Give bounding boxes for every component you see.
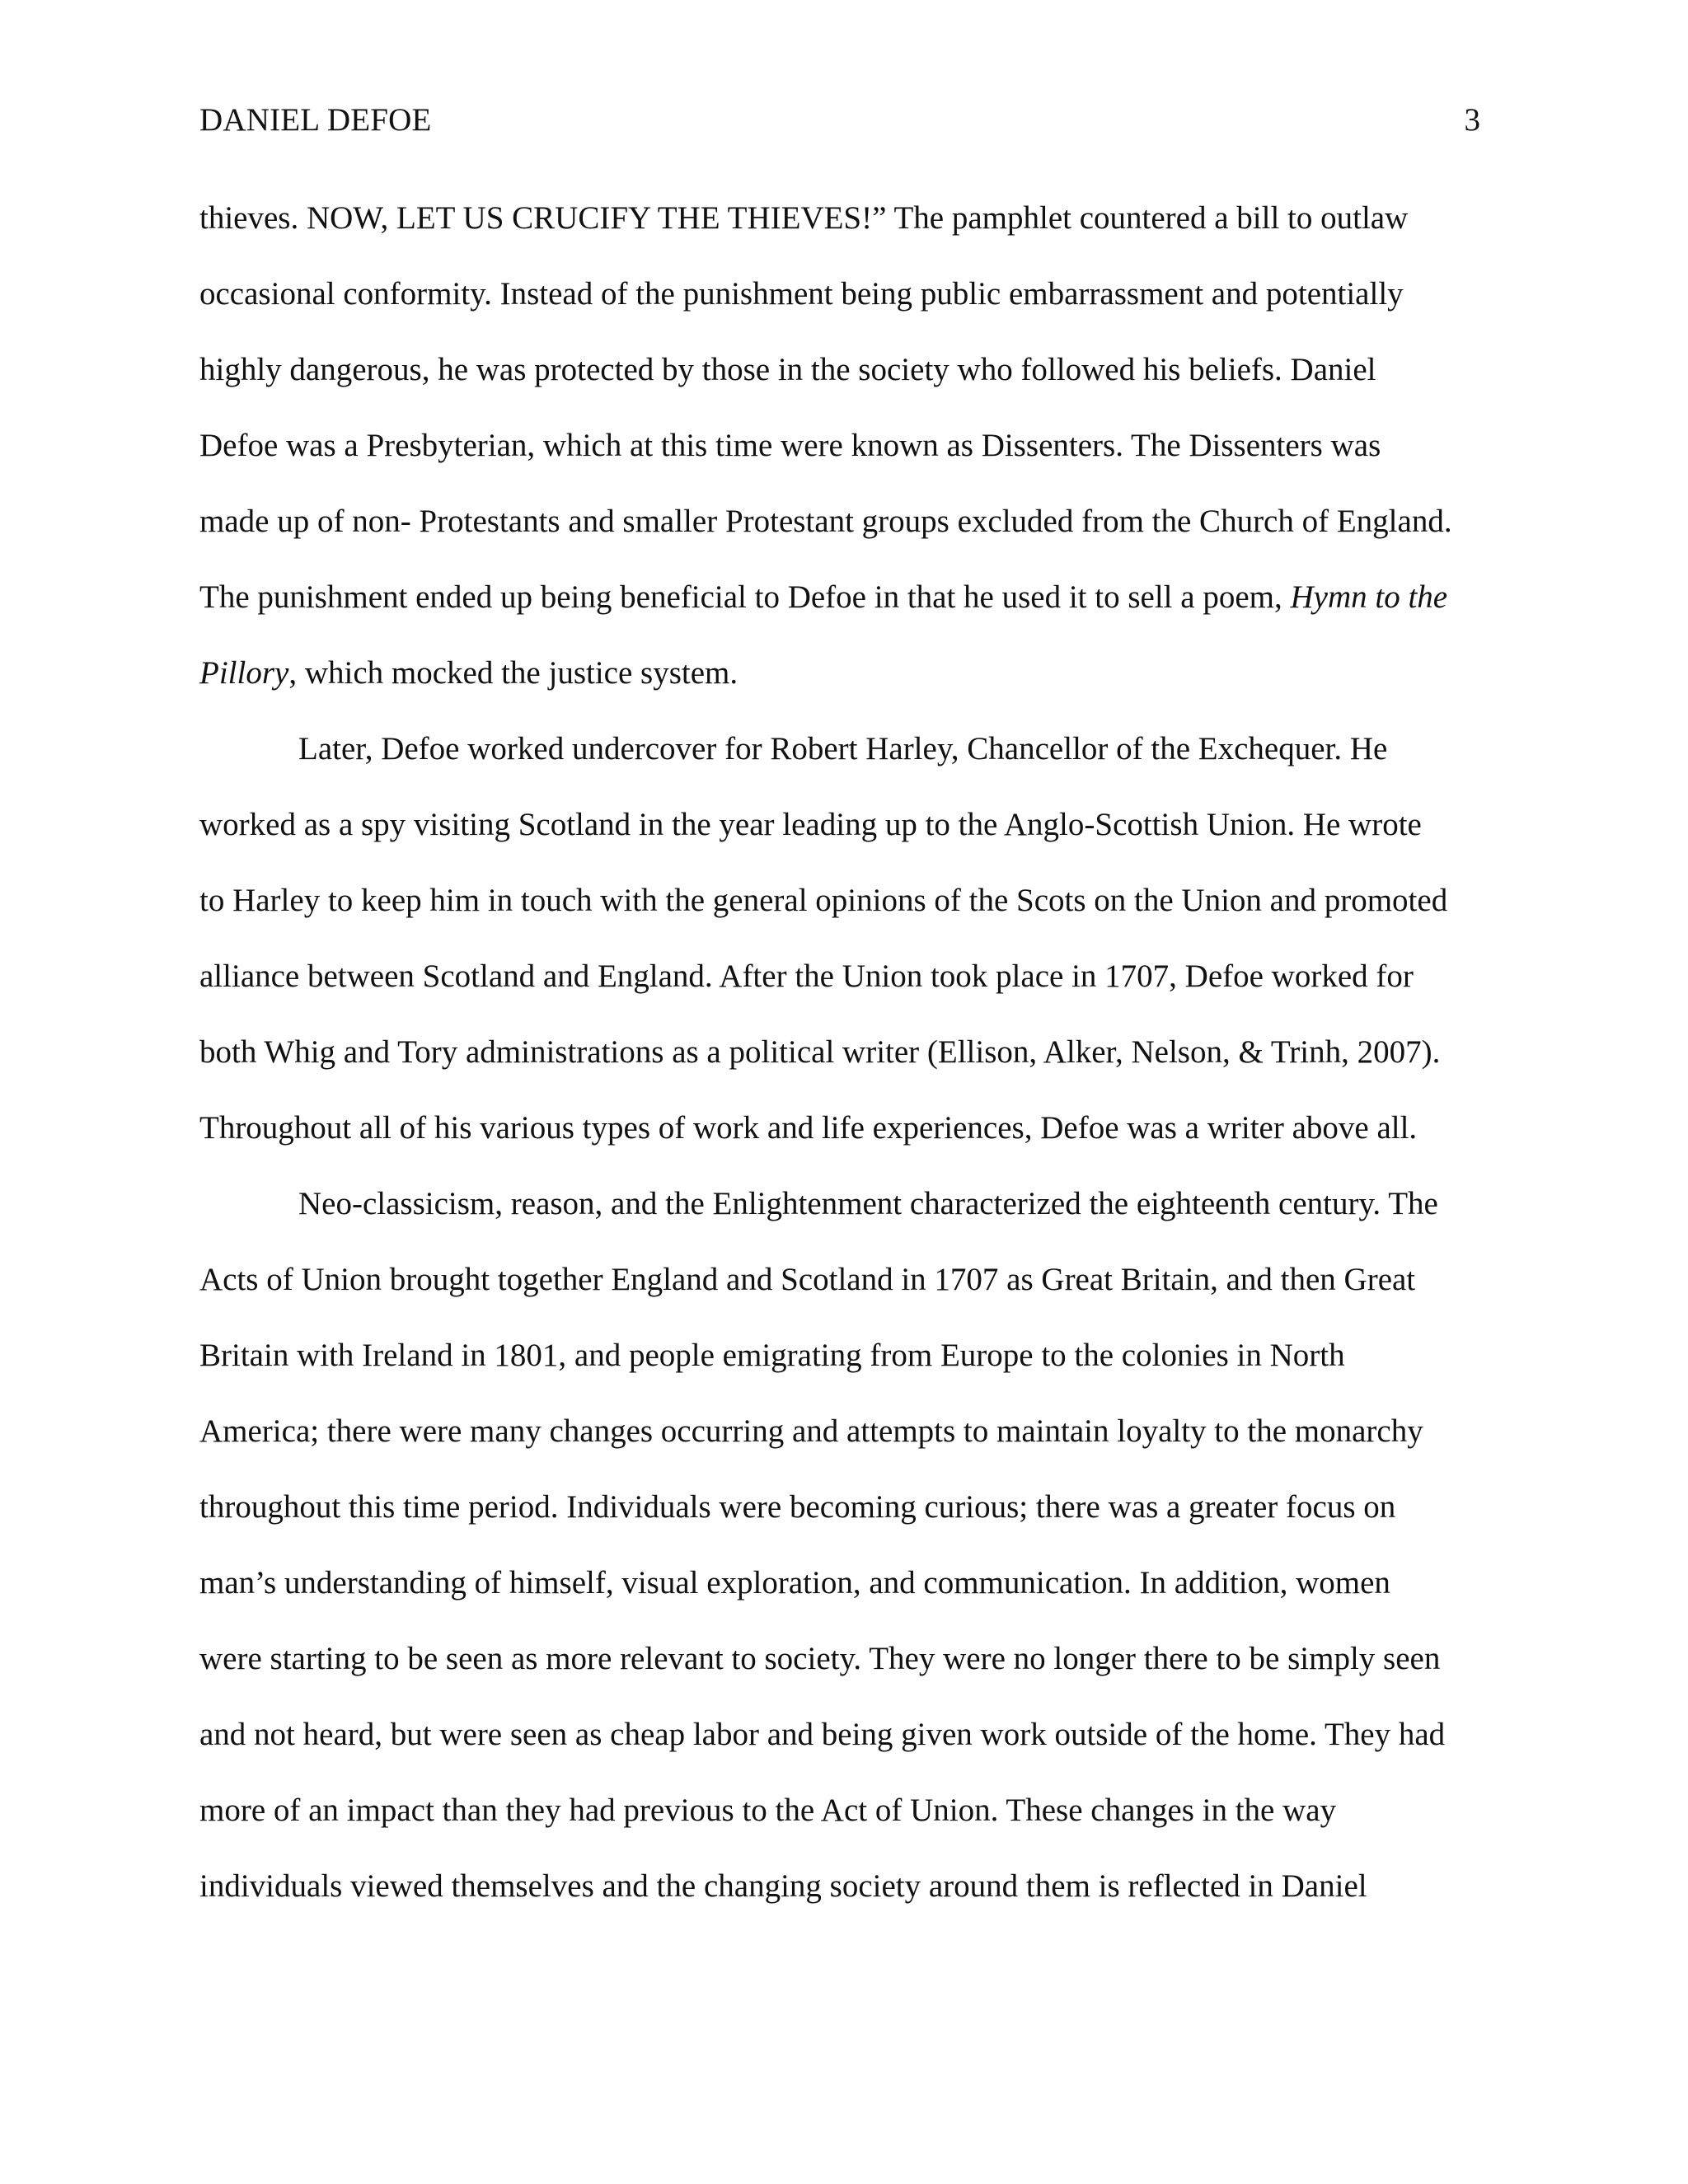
- text-run: , which mocked the justice system.: [288, 655, 738, 691]
- text-line: man’s understanding of himself, visual exploration, and communication. In addition, women: [199, 1565, 1390, 1601]
- italic-title: Hymn to the: [1290, 579, 1448, 615]
- text-line: Throughout all of his various types of work and life experiences, Defoe was a writer above all.: [199, 1110, 1418, 1146]
- paragraph-first-line: Later, Defoe worked undercover for Robert Harley, Chancellor of the Exchequer. He: [298, 731, 1388, 766]
- text-line: made up of non- Protestants and smaller Protestant groups excluded from the Church of England.: [199, 504, 1452, 539]
- text-line: occasional conformity. Instead of the punishment being public embarrassment and potentially: [199, 276, 1404, 312]
- text-line: throughout this time period. Individuals were becoming curious; there was a greater focus on: [199, 1489, 1396, 1525]
- text-line: were starting to be seen as more relevant to society. They were no longer there to be simply seen: [199, 1641, 1441, 1676]
- paragraph-first-line: Neo-classicism, reason, and the Enlightenment characterized the eighteenth century. The: [298, 1186, 1438, 1221]
- text-line: highly dangerous, he was protected by those in the society who followed his beliefs. Daniel: [199, 352, 1376, 387]
- text-line: more of an impact than they had previous to the Act of Union. These changes in the way: [199, 1793, 1337, 1828]
- text-line: [199, 574, 1485, 650]
- body-text: [199, 195, 1485, 1939]
- text-line: alliance between Scotland and England. After the Union took place in 1707, Defoe worked for: [199, 958, 1414, 994]
- text-line: Britain with Ireland in 1801, and people emigrating from Europe to the colonies in North: [199, 1338, 1345, 1373]
- text-line: both Whig and Tory administrations as a political writer (Ellison, Alker, Nelson, & Trinh, 2007).: [199, 1034, 1441, 1070]
- text-run: The punishment ended up being beneficial to Defoe in that he used it to sell a poem,: [199, 579, 1291, 615]
- running-head: DANIEL DEFOE: [199, 102, 432, 138]
- text-line: worked as a spy visiting Scotland in the year leading up to the Anglo-Scottish Union. He wrote: [199, 807, 1422, 842]
- text-line: to Harley to keep him in touch with the general opinions of the Scots on the Union and promoted: [199, 883, 1448, 918]
- text-line: individuals viewed themselves and the changing society around them is reflected in Daniel: [199, 1868, 1367, 1904]
- text-line: Acts of Union brought together England and Scotland in 1707 as Great Britain, and then Great: [199, 1262, 1416, 1297]
- text-line: and not heard, but were seen as cheap labor and being given work outside of the home. They had: [199, 1717, 1446, 1752]
- text-line: America; there were many changes occurring and attempts to maintain loyalty to the monarchy: [199, 1413, 1423, 1449]
- text-line: thieves. NOW, LET US CRUCIFY THE THIEVES!” The pamphlet countered a bill to outlaw: [199, 200, 1409, 236]
- text-line: Defoe was a Presbyterian, which at this time were known as Dissenters. The Dissenters was: [199, 428, 1381, 463]
- italic-title: Pillory: [199, 655, 289, 691]
- text-line: [199, 650, 1485, 726]
- page-number: 3: [1464, 102, 1480, 138]
